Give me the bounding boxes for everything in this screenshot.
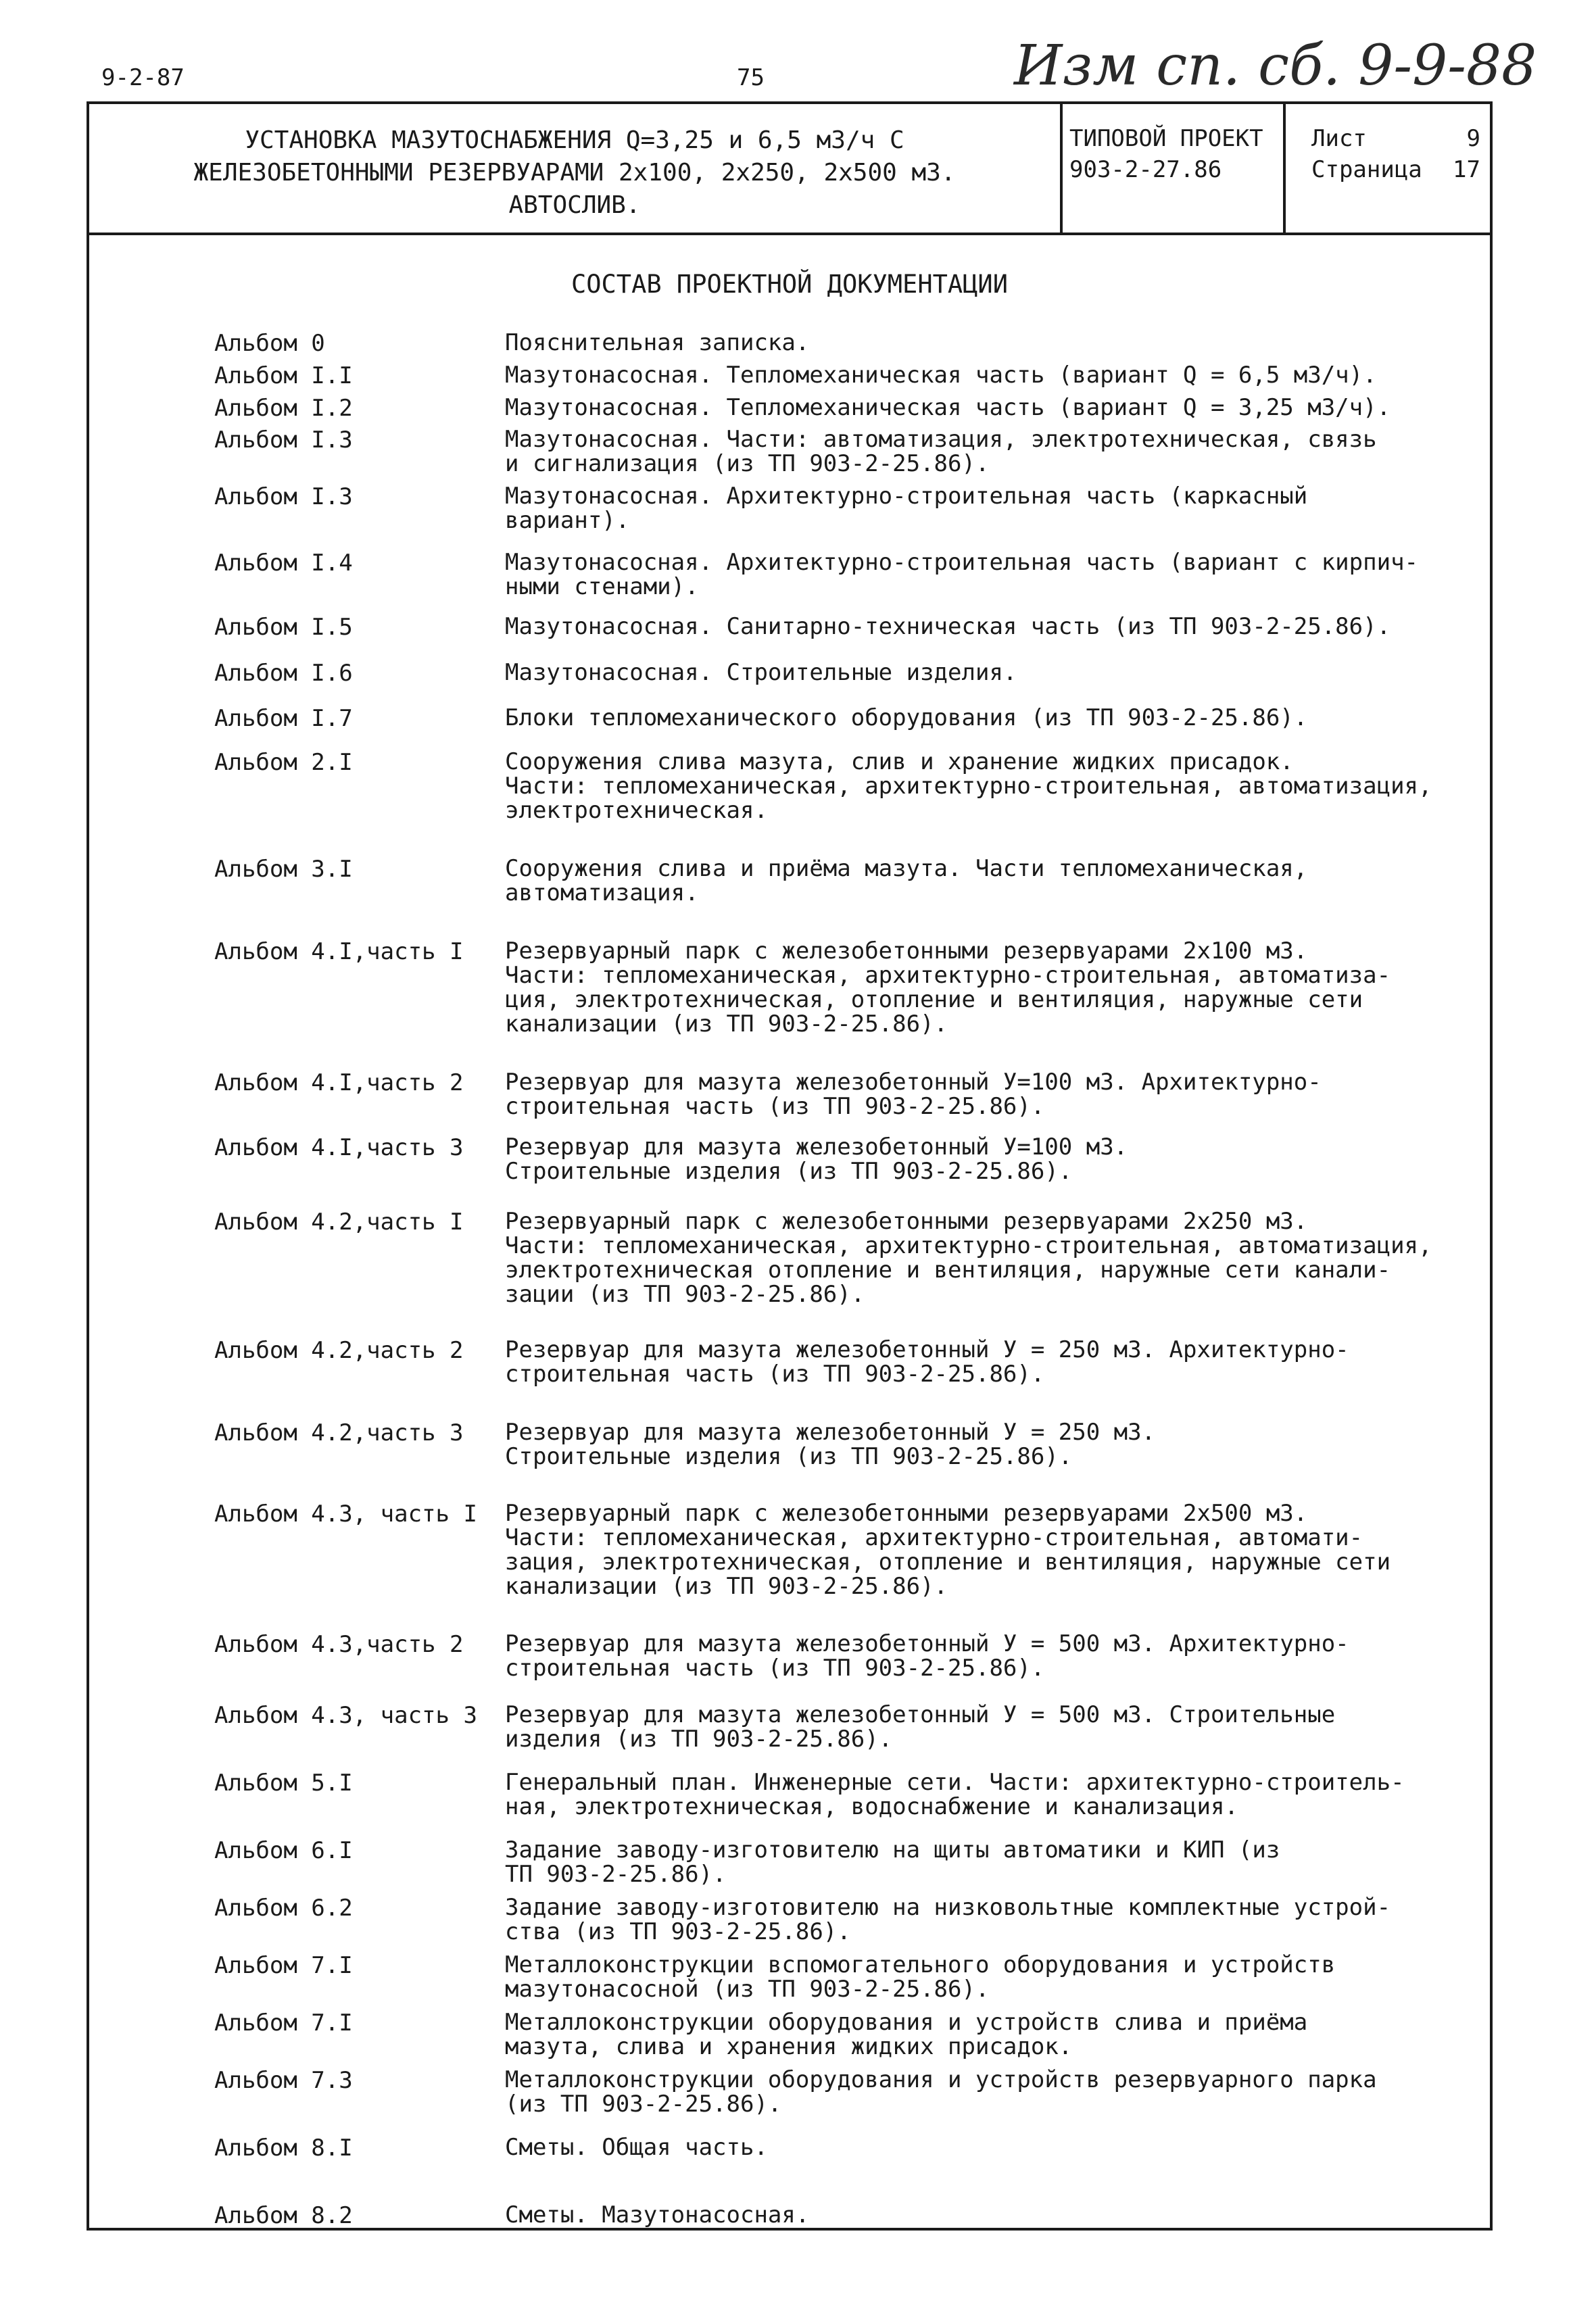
page-number: 75	[737, 64, 765, 91]
album-number: Альбом 4.2,часть I	[214, 1209, 464, 1236]
album-description: Мазутонасосная. Тепломеханическая часть (вариант Q = 3,25 м3/ч).	[505, 394, 1391, 421]
album-number: Альбом 8.I	[214, 2135, 353, 2162]
album-number: Альбом 4.I,часть I	[214, 938, 464, 965]
album-number: Альбом 4.3, часть 3	[214, 1702, 477, 1729]
album-description: Резервуар для мазута железобетонный У = 250 м3. Архитектурно- строительная часть (из ТП 903-2-25.86).	[505, 1336, 1349, 1388]
list-item	[214, 484, 1505, 533]
album-description: Мазутонасосная. Тепломеханическая часть (вариант Q = 6,5 м3/ч).	[505, 362, 1377, 389]
album-description: Мазутонасосная. Архитектурно-строительная часть (каркасный вариант).	[505, 483, 1308, 534]
album-number: Альбом 6.2	[214, 1895, 353, 1922]
album-number: Альбом I.7	[214, 705, 353, 732]
album-number: Альбом 2.I	[214, 749, 353, 776]
project-number: 903-2-27.86	[1069, 156, 1222, 183]
album-number: Альбом 4.2,часть 3	[214, 1419, 464, 1446]
stamp-title-line: ЖЕЛЕЗОБЕТОННЫМИ РЕЗЕРВУАРАМИ 2х100, 2х250, 2х500 м3.	[193, 159, 956, 187]
list-item	[214, 395, 1505, 421]
stamp-title	[89, 104, 1063, 233]
album-number: Альбом 6.I	[214, 1837, 353, 1864]
title-stamp	[89, 104, 1490, 235]
album-description: Задание заводу-изготовителю на щиты автоматики и КИП (из ТП 903-2-25.86).	[505, 1836, 1280, 1888]
stamp-title-line: АВТОСЛИВ.	[508, 191, 641, 219]
stamp-title-line: УСТАНОВКА МАЗУТОСНАБЖЕНИЯ Q=3,25 и 6,5 м3/ч С	[245, 126, 904, 154]
album-number: Альбом 7.I	[214, 1952, 353, 1979]
album-number: Альбом 4.I,часть 3	[214, 1134, 464, 1161]
list-item	[214, 939, 1505, 1036]
album-description: Генеральный план. Инженерные сети. Части: архитектурно-строитель- ная, электротехническая, водоснабжение и канализация.	[505, 1769, 1405, 1820]
album-description: Резервуарный парк с железобетонными резервуарами 2х250 м3. Части: тепломеханическая, архитектурно-строительная, автоматизация, электротехническая отопление и вентиляция, наружные сети канали- зации (из ТП 903-2-25.86).	[505, 1208, 1432, 1308]
album-number: Альбом 4.3,часть 2	[214, 1631, 464, 1658]
album-description: Сметы. Мазутонасосная.	[505, 2201, 810, 2228]
list-item	[214, 1420, 1505, 1469]
list-item	[214, 1070, 1505, 1119]
list-item	[214, 1501, 1505, 1599]
list-item	[214, 706, 1505, 731]
album-number: Альбом 7.3	[214, 2067, 353, 2094]
list-item	[214, 1895, 1505, 1944]
list-item	[214, 1703, 1505, 1751]
album-number: Альбом I.5	[214, 614, 353, 641]
album-number: Альбом 4.2,часть 2	[214, 1337, 464, 1364]
album-description: Резервуар для мазута железобетонный У = 500 м3. Строительные изделия (из ТП 903-2-25.86).	[505, 1701, 1336, 1753]
album-number: Альбом 4.I,часть 2	[214, 1069, 464, 1096]
album-number: Альбом I.6	[214, 660, 353, 687]
album-description: Мазутонасосная. Архитектурно-строительная часть (вариант с кирпич- ными стенами).	[505, 549, 1419, 600]
album-description: Сооружения слива и приёма мазута. Части тепломеханическая, автоматизация.	[505, 855, 1308, 906]
list-item	[214, 1953, 1505, 2001]
album-description: Металлоконструкции оборудования и устройств слива и приёма мазута, слива и хранения жидких присадок.	[505, 2009, 1308, 2060]
album-number: Альбом 0	[214, 330, 325, 357]
document-heading: СОСТАВ ПРОЕКТНОЙ ДОКУМЕНТАЦИИ	[571, 270, 1008, 299]
album-description: Резервуарный парк с железобетонными резервуарами 2х100 м3. Части: тепломеханическая, архитектурно-строительная, автоматиза- ция, электротехническая, отопление и вентиляция, наружные сети канализации (из ТП 903-2-25.86).	[505, 937, 1391, 1038]
list-item	[214, 2068, 1505, 2116]
album-number: Альбом 8.2	[214, 2202, 353, 2229]
list-item	[214, 614, 1505, 640]
album-number: Альбом 5.I	[214, 1770, 353, 1797]
project-label: ТИПОВОЙ ПРОЕКТ	[1069, 125, 1263, 152]
album-description: Блоки тепломеханического оборудования (из ТП 903-2-25.86).	[505, 704, 1308, 731]
page-row	[1311, 154, 1480, 185]
album-description: Резервуар для мазута железобетонный У = 500 м3. Архитектурно- строительная часть (из ТП 903-2-25.86).	[505, 1630, 1349, 1682]
album-description: Металлоконструкции оборудования и устройств резервуарного парка (из ТП 903-2-25.86).	[505, 2066, 1377, 2118]
album-number: Альбом I.4	[214, 550, 353, 577]
list-item	[214, 856, 1505, 905]
page-label: Страница	[1311, 156, 1422, 183]
list-item	[214, 550, 1505, 599]
list-item	[214, 331, 1505, 356]
page-value: 17	[1453, 156, 1480, 183]
album-description: Резервуар для мазута железобетонный У=100 м3. Архитектурно- строительная часть (из ТП 903-2-25.86).	[505, 1069, 1322, 1120]
list-item	[214, 1838, 1505, 1886]
album-number: Альбом I.2	[214, 395, 353, 422]
album-description: Пояснительная записка.	[505, 329, 810, 356]
list-item	[214, 1632, 1505, 1680]
stamp-sheet	[1286, 104, 1490, 233]
list-item	[214, 363, 1505, 389]
album-number: Альбом 4.3, часть I	[214, 1501, 477, 1528]
sheet-row	[1311, 123, 1480, 154]
album-description: Мазутонасосная. Строительные изделия.	[505, 659, 1017, 686]
album-description: Резервуар для мазута железобетонный У=100 м3. Строительные изделия (из ТП 903-2-25.86).	[505, 1134, 1128, 1185]
list-item	[214, 750, 1505, 823]
list-item	[214, 2135, 1505, 2161]
album-description: Мазутонасосная. Санитарно-техническая часть (из ТП 903-2-25.86).	[505, 613, 1391, 640]
list-item	[214, 1338, 1505, 1386]
album-description: Сметы. Общая часть.	[505, 2134, 768, 2161]
stamp-project	[1063, 104, 1286, 233]
album-number: Альбом I.I	[214, 362, 353, 389]
album-description: Резервуар для мазута железобетонный У = 250 м3. Строительные изделия (из ТП 903-2-25.86).	[505, 1419, 1156, 1470]
list-item	[214, 1770, 1505, 1819]
album-description: Задание заводу-изготовителю на низковольтные комплектные устрой- ства (из ТП 903-2-25.86).	[505, 1894, 1391, 1945]
album-number: Альбом I.3	[214, 427, 353, 454]
album-number: Альбом 3.I	[214, 856, 353, 883]
sheet-value: 9	[1466, 125, 1480, 152]
document-frame	[87, 101, 1493, 2231]
document-code: 9-2-87	[101, 64, 185, 91]
handwritten-note: Изм сп. сб. 9-9-88	[1014, 34, 1537, 98]
album-description: Мазутонасосная. Части: автоматизация, электротехническая, связь и сигнализация (из ТП 903-2-25.86).	[505, 426, 1377, 477]
list-item	[214, 2010, 1505, 2059]
list-item	[214, 660, 1505, 686]
album-description: Сооружения слива мазута, слив и хранение жидких присадок. Части: тепломеханическая, архитектурно-строительная, автоматизация, электротехническая.	[505, 748, 1432, 824]
list-item	[214, 1135, 1505, 1184]
album-description: Металлоконструкции вспомогательного оборудования и устройств мазутонасосной (из ТП 903-2-25.86).	[505, 1951, 1336, 2003]
album-number: Альбом I.3	[214, 483, 353, 510]
list-item	[214, 1209, 1505, 1307]
album-description: Резервуарный парк с железобетонными резервуарами 2х500 м3. Части: тепломеханическая, архитектурно-строительная, автомати- зация, электротехническая, отопление и вентиляция, наружные сети канализации (из ТП 903-2-25.86).	[505, 1500, 1391, 1600]
list-item	[214, 427, 1505, 476]
album-number: Альбом 7.I	[214, 2009, 353, 2037]
list-item	[214, 2203, 1505, 2228]
sheet-label: Лист	[1311, 125, 1367, 152]
